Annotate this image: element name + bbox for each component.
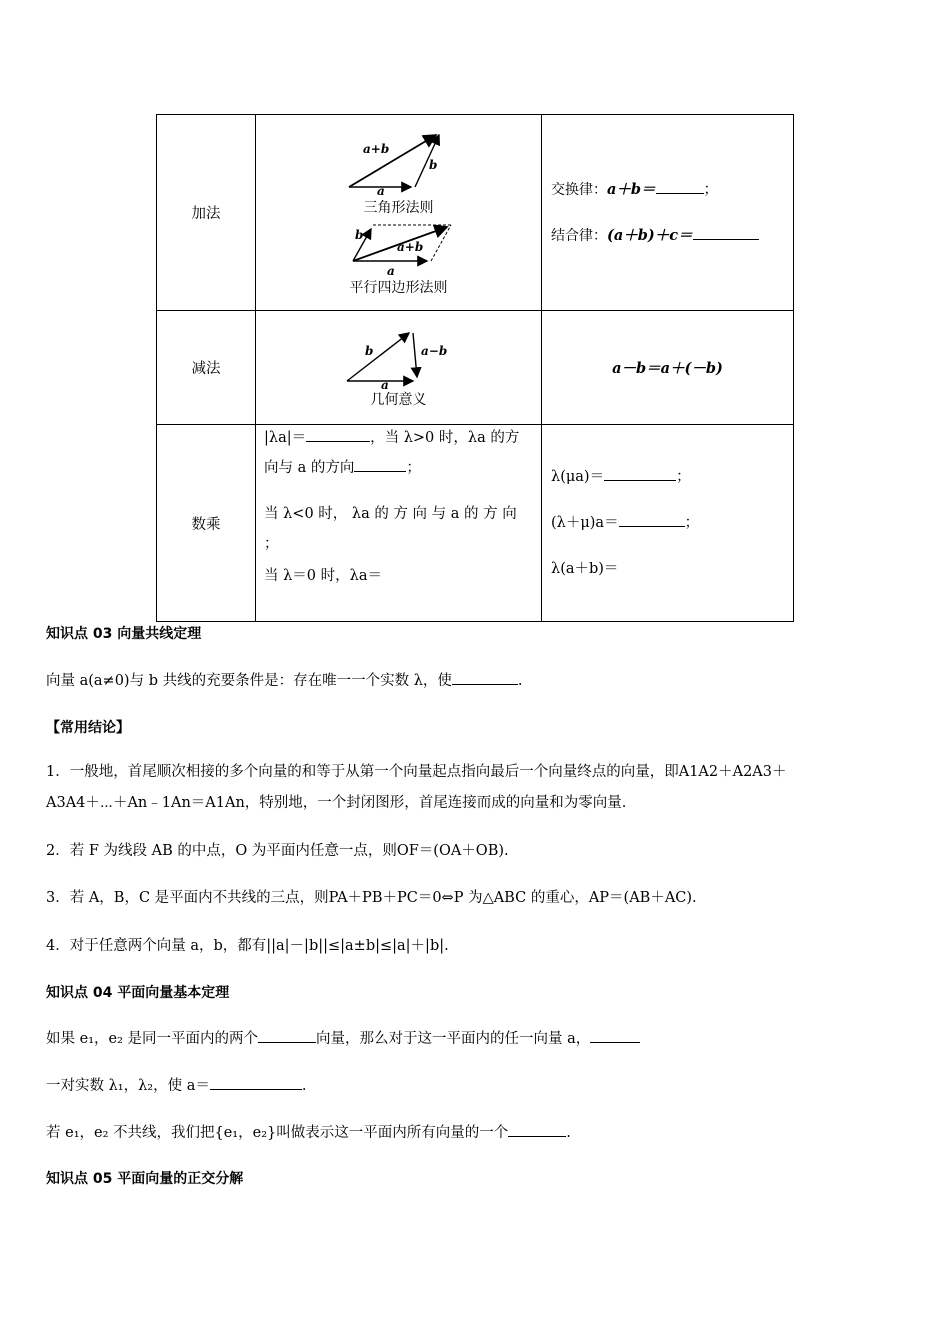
blank xyxy=(656,180,704,194)
k04-l1a: 如果 e₁，e₂ 是同一平面内的两个 xyxy=(46,1031,259,1047)
associative-law-label: 结合律： xyxy=(551,227,607,244)
blank xyxy=(693,226,759,240)
associative-law-expr: (a＋b)＋c＝ xyxy=(607,226,693,244)
k04-l2a: 一对实数 λ₁，λ₂，使 a＝ xyxy=(46,1078,210,1094)
blank xyxy=(604,467,676,481)
subtraction-caption: 几何意义 xyxy=(370,391,427,408)
subtraction-figure-cell xyxy=(256,311,542,425)
section-title-k04: 知识点 04 平面向量基本定理 xyxy=(46,985,230,1001)
scalar-l4: ； xyxy=(264,536,279,552)
blank xyxy=(306,428,370,442)
scalar-laws xyxy=(542,425,794,622)
sub-label-diff: a−b xyxy=(420,343,447,358)
vector-operations-table xyxy=(156,114,794,622)
conclusion-3: 3．若 A，B，C 是平面内不共线的三点，则PA＋PB＋PC＝0⇔P 为△ABC 的重心，AP＝(AB＋AC). xyxy=(46,890,697,906)
para-label-sum: a+b xyxy=(396,239,423,254)
blank xyxy=(590,1029,640,1043)
parallelogram-rule-figure xyxy=(339,221,459,277)
table-row-scalar-multiplication xyxy=(157,425,794,622)
scalar-definition xyxy=(256,425,542,622)
commutative-law-label: 交换律： xyxy=(551,181,607,198)
para-label-a: a xyxy=(386,263,395,277)
section-title-k03: 知识点 03 向量共线定理 xyxy=(46,626,202,642)
tri-label-a: a xyxy=(376,183,385,197)
conclusion-4: 4．对于任意两个向量 a，b，都有||a|－|b||≤|a±b|≤|a|＋|b|. xyxy=(46,938,449,954)
scalar-l5: 当 λ＝0 时，λa＝ xyxy=(264,568,382,584)
conclusion-1-line1: 1．一般地，首尾顺次相接的多个向量的和等于从第一个向量起点指向最后一个向量终点的向量，即A1A2＋A2A3＋ xyxy=(46,764,787,780)
commutative-law-expr: a＋b＝ xyxy=(607,180,656,198)
triangle-rule-figure xyxy=(339,129,459,197)
scalar-l2b: ； xyxy=(406,460,421,476)
blank xyxy=(619,513,685,527)
table-row-addition xyxy=(157,115,794,311)
scalar-r3: λ(a＋b)＝ xyxy=(551,561,619,577)
scalar-r1b: ； xyxy=(676,469,691,485)
scalar-r2a: (λ＋μ)a＝ xyxy=(551,515,619,531)
blank xyxy=(508,1123,566,1137)
k03-text: 向量 a(a≠0)与 b 共线的充要条件是：存在唯一一个实数 λ，使 xyxy=(46,673,452,689)
scalar-r1a: λ(μa)＝ xyxy=(551,469,605,485)
conclusion-2: 2．若 F 为线段 AB 的中点，O 为平面内任意一点，则OF＝(OA＋OB). xyxy=(46,843,509,859)
k04-l1b: 向量，那么对于这一平面内的任一向量 a， xyxy=(316,1031,591,1047)
subtraction-law-expr: a－b＝a＋(－b) xyxy=(612,360,723,377)
addition-figures xyxy=(256,115,542,311)
k04-l2b: . xyxy=(301,1078,307,1094)
blank xyxy=(354,458,406,472)
scalar-l2a: 向与 a 的方向 xyxy=(264,460,355,476)
k04-l3b: . xyxy=(566,1125,571,1141)
conclusion-1-line2: A3A4＋⋯＋An﹣1An＝A1An，特别地，一个封闭图形，首尾连接而成的向量和为零向量. xyxy=(46,795,627,811)
parallelogram-rule-caption: 平行四边形法则 xyxy=(349,279,448,296)
sub-label-a: a xyxy=(380,377,389,389)
k04-line1 xyxy=(46,1028,640,1050)
scalar-l1a: |λa|＝ xyxy=(264,430,307,446)
blank xyxy=(258,1029,316,1043)
op-name-addition: 加法 xyxy=(157,115,256,311)
triangle-rule-caption: 三角形法则 xyxy=(363,199,434,216)
blank xyxy=(452,671,518,685)
scalar-r2b: ； xyxy=(684,515,700,531)
section-title-k05: 知识点 05 平面向量的正交分解 xyxy=(46,1171,244,1187)
blank xyxy=(210,1076,302,1090)
k03-end: . xyxy=(517,673,523,689)
scalar-l1b: ，当 λ>0 时，λa 的方 xyxy=(370,430,520,446)
subtraction-law xyxy=(542,311,794,425)
subtraction-figure xyxy=(339,327,459,389)
tri-label-sum: a+b xyxy=(362,141,389,156)
k03-statement xyxy=(46,670,523,692)
commutative-law-suffix: ； xyxy=(703,181,719,198)
scalar-l3: 当 λ<0 时， λa 的 方 向 与 a 的 方 向 xyxy=(264,506,517,522)
tri-label-b: b xyxy=(428,157,437,172)
k04-line3 xyxy=(46,1122,571,1144)
sub-label-b: b xyxy=(364,343,373,358)
addition-laws xyxy=(542,115,794,311)
k04-l3a: 若 e₁，e₂ 不共线，我们把{e₁，e₂}叫做表示这一平面内所有向量的一个 xyxy=(46,1125,509,1141)
op-name-subtraction: 减法 xyxy=(157,311,256,425)
conclusions-title: 【常用结论】 xyxy=(46,720,130,736)
table-row-subtraction xyxy=(157,311,794,425)
k04-line2 xyxy=(46,1075,306,1097)
para-label-b: b xyxy=(354,227,363,242)
op-name-scalar: 数乘 xyxy=(157,425,256,622)
